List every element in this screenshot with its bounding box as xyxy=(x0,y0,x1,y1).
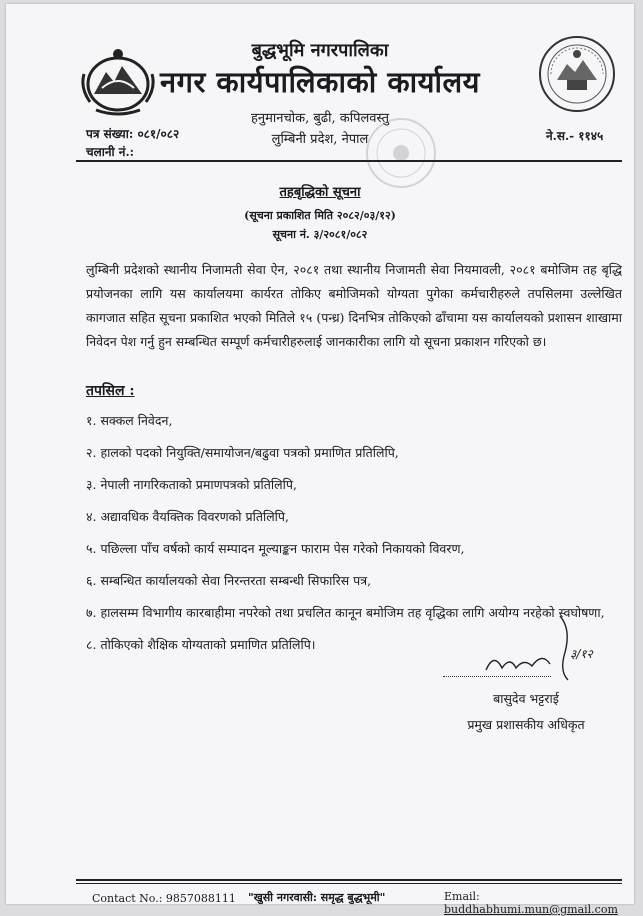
municipality-name: बुद्धभूमि नगरपालिका xyxy=(251,40,389,61)
list-item: ५. पछिल्ला पाँच वर्षको कार्य सम्पादन मूल्याङ्कन फाराम पेस गरेको निकायको विवरण, xyxy=(86,541,465,556)
signatory-name: बासुदेव भट्टराई xyxy=(493,691,559,706)
notice-number: सूचना नं. ३/२०८१/०८२ xyxy=(272,228,368,241)
letter-number xyxy=(86,125,179,142)
signature-line xyxy=(443,676,551,677)
header-divider xyxy=(76,160,622,162)
dispatch-number-label: चलानी नं.: xyxy=(86,145,135,159)
office-address: हनुमानचोक, बुढी, कपिलवस्तु xyxy=(251,111,389,126)
list-item: २. हालको पदको नियुक्ति/समायोजन/बढुवा पत्रको प्रमाणित प्रतिलिपि, xyxy=(86,445,399,460)
email-label: Email: xyxy=(444,890,480,903)
list-item: १. सक्कल निवेदन, xyxy=(86,413,173,428)
slogan: "खुसी नगरवासी: समृद्ध बुद्धभूमी" xyxy=(248,891,386,904)
notice-page xyxy=(6,4,634,916)
list-item: ७. हालसम्म विभागीय कारबाहीमा नपरेको तथा प्रचलित कानून बमोजिम तह वृद्धिका लागि अयोग्य नरहेको स्वघोषणा, xyxy=(86,605,605,620)
signatory-designation: प्रमुख प्रशासकीय अधिकृत xyxy=(467,717,585,732)
list-item: ३. नेपाली नागरिकताको प्रमाणपत्रको प्रतिलिपि, xyxy=(86,477,297,492)
office-name: नगर कार्यपालिकाको कार्यालय xyxy=(160,65,480,99)
footer-divider-thin xyxy=(76,883,622,884)
office-stamp-icon xyxy=(364,116,438,190)
list-item: ८. तोकिएको शैक्षिक योग्यताको प्रमाणित प्रतिलिपि। xyxy=(86,637,316,652)
office-province: लुम्बिनी प्रदेश, नेपाल xyxy=(271,132,369,147)
letter-number-value: ०८१/०८२ xyxy=(137,127,180,141)
nepal-era-date: ने.स.- ११४५ xyxy=(546,129,604,143)
signature-date: ३/१२ xyxy=(570,647,593,661)
signature-mark xyxy=(476,612,596,684)
notice-body: लुम्बिनी प्रदेशको स्थानीय निजामती सेवा ऐन, २०८१ तथा स्थानीय निजामती सेवा नियमावली, २०८१ बमोजिम तह बृद्धि प्रयोजनका लागि यस कार्यालयमा कार्यरत तोकिए बमोजिमको योग्यता पुगेका कर्मचारीहरुले तपसिलमा उल्लेखित कागजात सहित सूचना प्रकाशित भएको मितिले १५ (पन्ध्र) दिनभित्र तोकिएको ढाँचामा यस कार्यालयको प्रशासन शाखामा निवेदन पेश गर्नु हुन सम्बन्धित सम्पूर्ण कर्मचारीहरुलाई जानकारीका लागि यो सूचना प्रकाशन गरिएको छ। xyxy=(86,262,622,349)
list-item: ४. अद्यावधिक वैयक्तिक विवरणको प्रतिलिपि, xyxy=(86,509,289,524)
letter-number-label: पत्र संख्या: xyxy=(86,127,134,141)
footer-divider xyxy=(76,879,622,881)
email-link[interactable]: buddhabhumi.mun@gmail.com xyxy=(444,903,618,916)
email-info xyxy=(444,890,634,916)
contact-number: Contact No.: 9857088111 xyxy=(92,892,236,905)
publish-date: (सूचना प्रकाशित मिति २०८२/०३/१२) xyxy=(244,209,396,222)
list-item: ६. सम्बन्धित कार्यालयको सेवा निरन्तरता सम्बन्धी सिफारिस पत्र, xyxy=(86,573,372,588)
notice-title: तहबृद्धिको सूचना xyxy=(279,185,361,200)
list-heading: तपसिल : xyxy=(86,383,135,399)
